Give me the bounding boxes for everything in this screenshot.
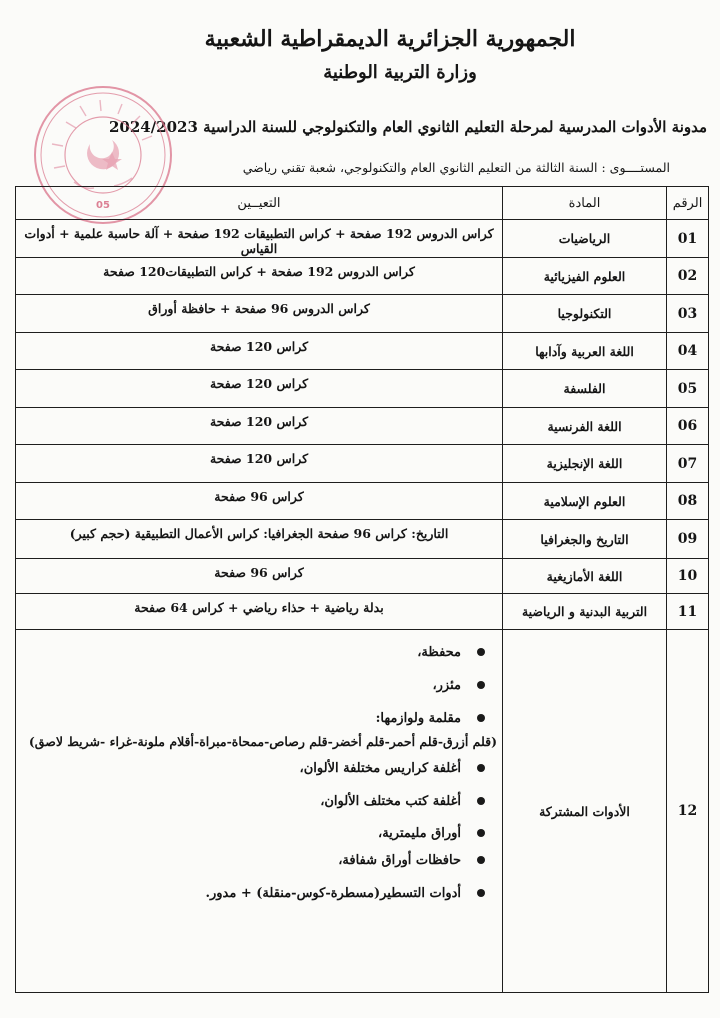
pencil-case-contents: (قلم أزرق-قلم أحمر-قلم أخضر-قلم رصاص-ممحاة-مبراة-أقلام ملونة-غراء -شريط لاصق) bbox=[28, 733, 497, 749]
list-item: مقلمة ولوازمها: bbox=[25, 711, 461, 728]
row-number: 01 bbox=[667, 220, 709, 258]
row-requirement: كراس 96 صفحة bbox=[16, 483, 503, 520]
shared-supplies-cell bbox=[16, 630, 503, 993]
table-row bbox=[16, 594, 709, 630]
col-header-requirement: التعيــين bbox=[16, 187, 503, 220]
bullet-icon bbox=[477, 797, 485, 805]
table-row-shared-supplies bbox=[16, 630, 709, 993]
shared-supplies-list-2 bbox=[17, 749, 501, 903]
row-number: 06 bbox=[667, 408, 709, 445]
row-requirement: كراس 120 صفحة bbox=[16, 333, 503, 370]
row-subject: التربية البدنية و الرياضية bbox=[503, 594, 667, 630]
bullet-icon bbox=[477, 648, 485, 656]
row-requirement: كراس 120 صفحة bbox=[16, 370, 503, 408]
row-subject: التكنولوجيا bbox=[503, 295, 667, 333]
col-header-num: الرقم bbox=[667, 187, 709, 220]
table-row bbox=[16, 295, 709, 333]
ministry-title: وزارة التربية الوطنية bbox=[323, 62, 477, 83]
row-number: 08 bbox=[667, 483, 709, 520]
row-subject: العلوم الإسلامية bbox=[503, 483, 667, 520]
list-item: أدوات التسطير(مسطرة-كوس-منقلة) + مدور. bbox=[25, 886, 461, 903]
row-requirement: بدلة رياضية + حذاء رياضي + كراس 64 صفحة bbox=[16, 594, 503, 630]
row-subject: العلوم الفيزيائية bbox=[503, 258, 667, 295]
row-number: 12 bbox=[667, 630, 709, 993]
list-item: مئزر، bbox=[25, 678, 461, 695]
bullet-icon bbox=[477, 889, 485, 897]
row-subject: الفلسفة bbox=[503, 370, 667, 408]
row-requirement: كراس 120 صفحة bbox=[16, 408, 503, 445]
row-number: 09 bbox=[667, 520, 709, 559]
stamp-number: 05 bbox=[96, 200, 110, 211]
shared-supplies-list bbox=[17, 631, 501, 728]
table-row bbox=[16, 445, 709, 483]
table-row bbox=[16, 258, 709, 295]
bullet-icon bbox=[477, 764, 485, 772]
table-header-row bbox=[16, 187, 709, 220]
col-header-subject: المادة bbox=[503, 187, 667, 220]
table-row bbox=[16, 520, 709, 559]
list-item: حافظات أوراق شفافة، bbox=[25, 853, 461, 870]
bullet-icon bbox=[477, 856, 485, 864]
table-row bbox=[16, 559, 709, 594]
row-subject: اللغة العربية وآدابها bbox=[503, 333, 667, 370]
document-title: مدونة الأدوات المدرسية لمرحلة التعليم الثانوي العام والتكنولوجي للسنة الدراسية 2024/2023 bbox=[108, 118, 708, 136]
row-requirement: كراس 96 صفحة bbox=[16, 559, 503, 594]
republic-title: الجمهورية الجزائرية الديمقراطية الشعبية bbox=[204, 26, 576, 52]
row-subject: الرياضيات bbox=[503, 220, 667, 258]
row-subject: اللغة الأمازيغية bbox=[503, 559, 667, 594]
level-line: المستــــوى : السنة الثالثة من التعليم الثانوي العام والتكنولوجي، شعبة تقني رياضي bbox=[242, 160, 670, 175]
supplies-table bbox=[15, 186, 709, 993]
row-number: 04 bbox=[667, 333, 709, 370]
row-number: 10 bbox=[667, 559, 709, 594]
row-requirement: كراس الدروس 192 صفحة + كراس التطبيقات120 صفحة bbox=[16, 258, 503, 295]
row-subject: الأدوات المشتركة bbox=[503, 630, 667, 993]
row-subject: اللغة الفرنسية bbox=[503, 408, 667, 445]
bullet-icon bbox=[477, 681, 485, 689]
row-requirement: كراس الدروس 96 صفحة + حافظة أوراق bbox=[16, 295, 503, 333]
row-number: 07 bbox=[667, 445, 709, 483]
row-requirement: كراس 120 صفحة bbox=[16, 445, 503, 483]
bullet-icon bbox=[477, 829, 485, 837]
table-row bbox=[16, 220, 709, 258]
table-row bbox=[16, 408, 709, 445]
row-subject: اللغة الإنجليزية bbox=[503, 445, 667, 483]
table-row bbox=[16, 370, 709, 408]
list-item: محفظة، bbox=[25, 645, 461, 662]
list-item: أغلفة كتب مختلف الألوان، bbox=[25, 794, 461, 811]
table-row bbox=[16, 333, 709, 370]
list-item: أغلفة كراريس مختلفة الألوان، bbox=[25, 761, 461, 778]
table-row bbox=[16, 483, 709, 520]
row-requirement: كراس الدروس 192 صفحة + كراس التطبيقات 192 صفحة + آلة حاسبة علمية + أدوات القياس bbox=[16, 220, 503, 258]
row-number: 11 bbox=[667, 594, 709, 630]
bullet-icon bbox=[477, 714, 485, 722]
row-number: 05 bbox=[667, 370, 709, 408]
row-number: 03 bbox=[667, 295, 709, 333]
row-subject: التاريخ والجغرافيا bbox=[503, 520, 667, 559]
list-item: أوراق مليمترية، bbox=[25, 826, 461, 843]
row-requirement: التاريخ: كراس 96 صفحة الجغرافيا: كراس الأعمال التطبيقية (حجم كبير) bbox=[16, 520, 503, 559]
row-number: 02 bbox=[667, 258, 709, 295]
